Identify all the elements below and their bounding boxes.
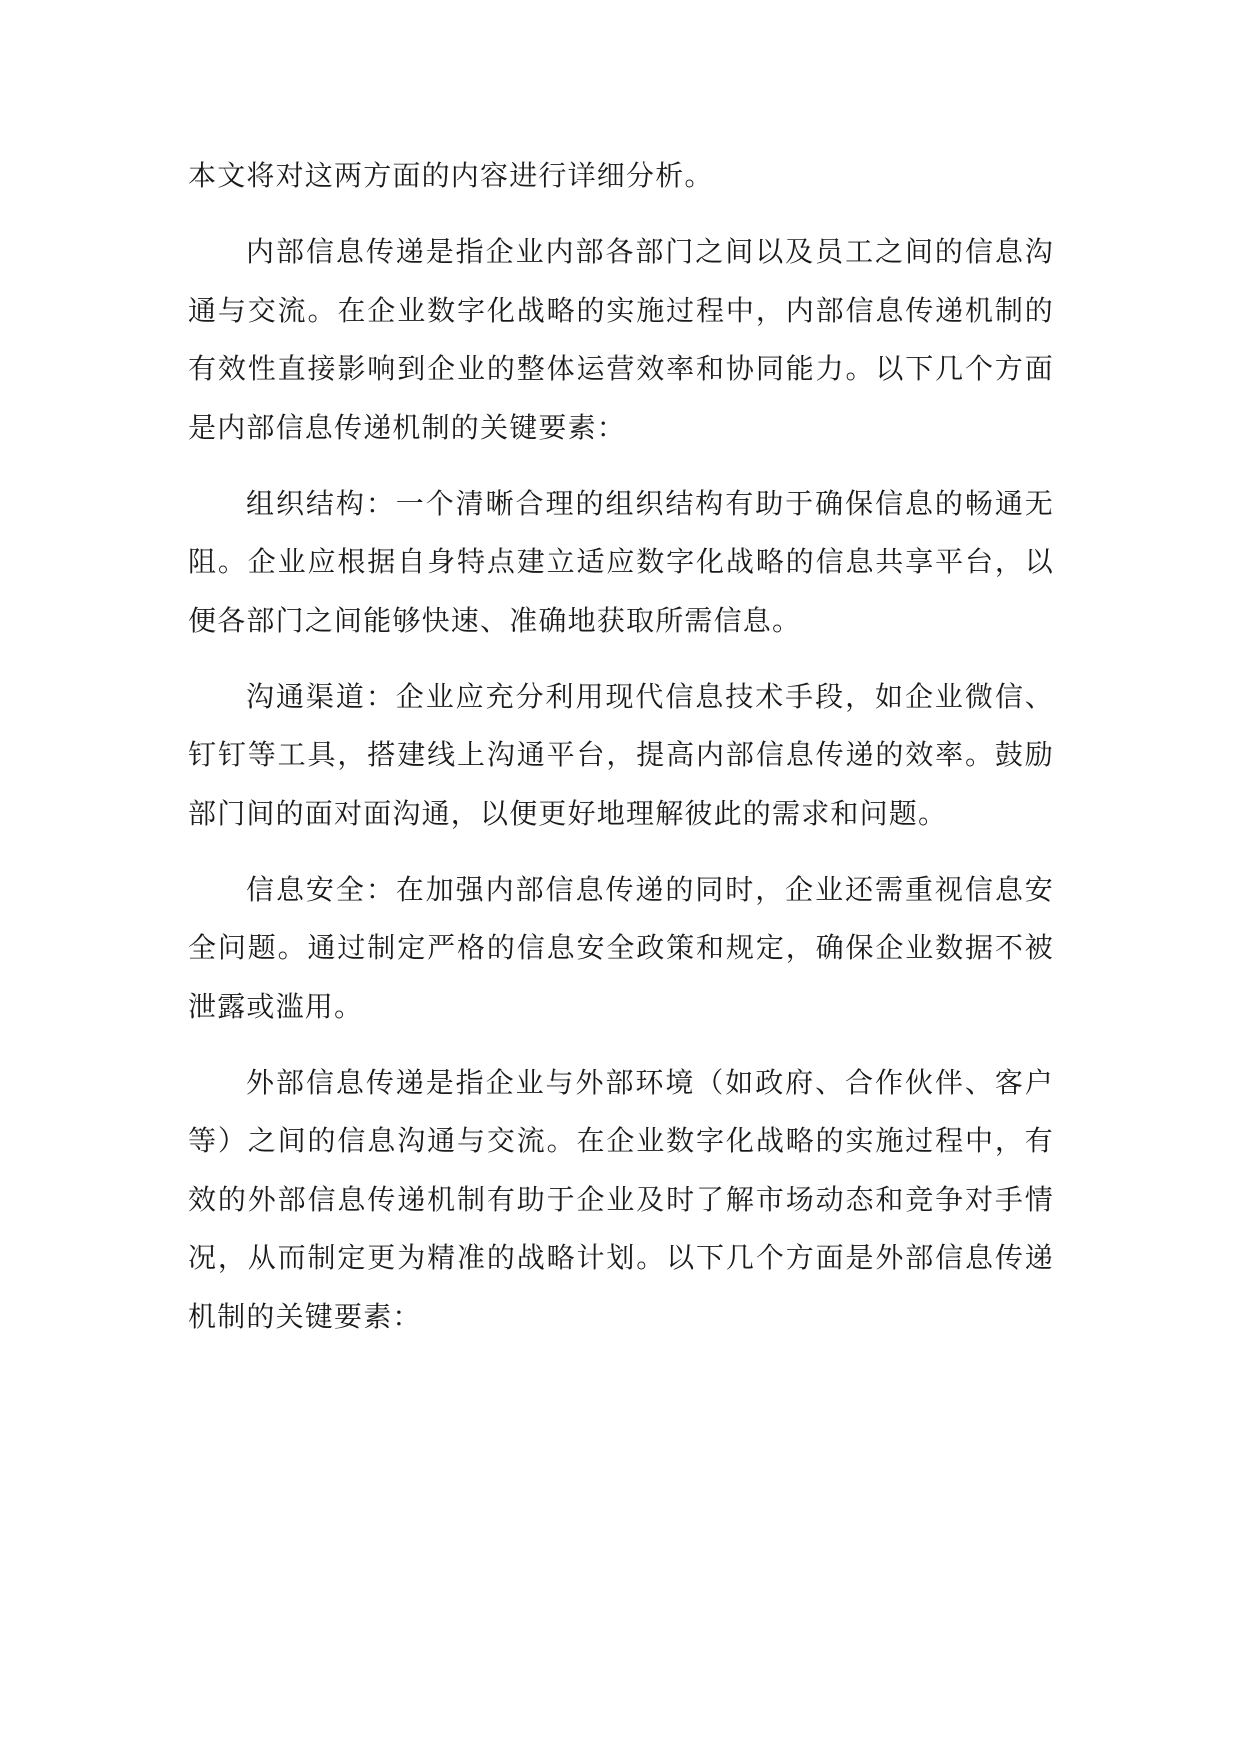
paragraph-external-info-definition: 外部信息传递是指企业与外部环境（如政府、合作伙伴、客户等）之间的信息沟通与交流。在企业数字化战略的实施过程中，有效的外部信息传递机制有助于企业及时了解市场动态和竞争对手情况，从而制定更为精准的战略计划。以下几个方面是外部信息传递机制的关键要素：: [188, 1065, 1054, 1333]
paragraph-communication-channels: 沟通渠道：企业应充分利用现代信息技术手段，如企业微信、钉钉等工具，搭建线上沟通平台，提高内部信息传递的效率。鼓励部门间的面对面沟通，以便更好地理解彼此的需求和问题。: [188, 679, 1054, 830]
paragraph-organization-structure: 组织结构：一个清晰合理的组织结构有助于确保信息的畅通无阻。企业应根据自身特点建立适应数字化战略的信息共享平台，以便各部门之间能够快速、准确地获取所需信息。: [188, 486, 1054, 637]
paragraph-information-security: 信息安全：在加强内部信息传递的同时，企业还需重视信息安全问题。通过制定严格的信息安全政策和规定，确保企业数据不被泄露或滥用。: [188, 872, 1054, 1023]
document-body: [188, 147, 1054, 1364]
paragraph-internal-info-definition: 内部信息传递是指企业内部各部门之间以及员工之间的信息沟通与交流。在企业数字化战略的实施过程中，内部信息传递机制的有效性直接影响到企业的整体运营效率和协同能力。以下几个方面是内部信息传递机制的关键要素：: [188, 235, 1054, 444]
paragraph-intro-continuation: 本文将对这两方面的内容进行详细分析。: [188, 159, 714, 192]
